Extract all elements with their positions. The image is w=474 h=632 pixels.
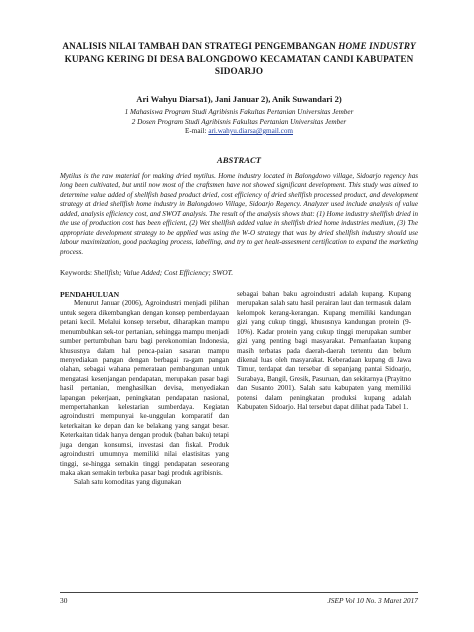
keywords-line	[60, 268, 418, 278]
page-footer	[60, 592, 418, 605]
keywords-label: Keywords:	[60, 268, 93, 277]
abstract-body: Mytilus is the raw material for making dried mytilus. Home industry located in Balongdowo village, Sidoarjo regency has long been cultivated, but until now most of the craftsmen have not showed significant development. This study was aimed to determine value added of shellfish based product dried, cost efficiency of dried shellfish processed product, and development strategy at dried shellfish home industry in Balongdowo Village, Sidoarjo Regency. Analyzer used include analysis of value added, analysis efficiency cost, and SWOT analysis. The result of the analysis shows that: (1) Home industry shellfish dried in the use of production cost has been efficient, (2) Wet shellfish added value in shellfish dried home industries medium, (3) The appropriate development strategy to be applied was using the W-O strategy that was by dried shellfish industry should use labour maximization, good packaging process, labelling, and try to get healt-assesment certification to expand the marketing process.	[60, 172, 418, 256]
email-line	[60, 127, 418, 135]
right-column	[237, 290, 411, 412]
section-heading: PENDAHULUAN	[60, 290, 120, 299]
affiliation-1: 1 Mahasiswa Program Studi Agribisnis Fakultas Pertanian Universitas Jember	[124, 108, 354, 116]
journal-citation: JSEP Vol 10 No. 3 Maret 2017	[327, 596, 418, 605]
paper-title	[60, 40, 418, 78]
intro-paragraph-continued: sebagai bahan baku agroindustri adalah kupang. Kupang merupakan salah satu hasil perairan laut dan termasuk dalam kelompok kerang-kerangan. Kupang memiliki kandungan gizi yang cukup tinggi, khususnya kandungan protein (9-10%). Kadar protein yang cukup tinggi merupakan sumber gizi yang penting bagi masyarakat. Pemanfaatan kupang masih terbatas pada daerah-daerah tertentu dan belum dikenal luas oleh masyarakat. Keberadaan kupang di Jawa Timur, terdapat dan tersebar di sepanjang pantai Sidoarjo, Surabaya, Bangil, Gresik, Pasuruan, dan sekitarnya (Prayitno dan Susanto 2001). Salah satu kabupaten yang memiliki potensi dalam peningkatan produksi kupang adalah Kabupaten Sidoarjo. Hal tersebut dapat dilihat pada Tabel 1.	[237, 290, 411, 412]
left-column	[60, 290, 229, 488]
author-list: Ari Wahyu Diarsa1), Jani Januar 2), Anik Suwandari 2)	[136, 94, 342, 104]
intro-paragraph-1: Menurut Januar (2006), Agroindustri menjadi pilihan untuk segera dikembangkan dengan konsep pemberdayaan petani kecil. Melalui konsep tersebut, diharapkan mampu menumbuhkan sek-tor pertanian, sehingga mampu menjadi sumber pertumbuhan baru bagi perekonomian Indonesia, khususnya dalam hal penca-paian sasaran mampu menyediakan pangan dengan berbagai ra-gam pangan olahan, sebagai wahana pemerataan pembangunan untuk mengatasi kesenjangan pendapatan, merupakan pasar bagi hasil pertanian, menghasilkan devisa, menyediakan lapangan pekerjaan, peningkatan pendapatan nasional, mempertahankan kelestarian sumberdaya. Kegiatan agroindustri mempunyai ke-unggulan komparatif dan keterkaitan ke depan dan ke belakang yang sangat besar. Keterkaitan tidak hanya dengan produk (bahan baku) tetapi juga dengan konsumsi, investasi dan fiskal. Produk agroindustri umumnya memiliki nilai elastisitas yang tinggi, se-hingga semakin tinggi pendapatan seseorang maka akan semakin terbuka pasar bagi produk agribisnis.	[60, 299, 229, 478]
abstract-heading: ABSTRACT	[217, 155, 261, 165]
keywords-list: Shellfish; Value Added; Cost Efficiency; SWOT.	[93, 268, 234, 277]
title-italic-term: HOME INDUSTRY	[338, 41, 416, 51]
affiliations	[60, 108, 418, 127]
affiliation-2: 2 Dosen Program Studi Agribisnis Fakultas Pertanian Universitas Jember	[131, 117, 347, 126]
email-label: E-mail:	[184, 127, 207, 135]
page-number: 30	[60, 596, 68, 605]
intro-paragraph-2: Salah satu komoditas yang digunakan	[74, 478, 182, 487]
email-link[interactable]: ari.wahyu.diarsa@gmail.com	[208, 127, 294, 135]
title-text: ANALISIS NILAI TAMBAH DAN STRATEGI PENGEMBANGAN HOME INDUSTRY KUPANG KERING DI DESA BALONGDOWO KECAMATAN CANDI KABUPATEN SIDOARJO	[62, 41, 416, 76]
